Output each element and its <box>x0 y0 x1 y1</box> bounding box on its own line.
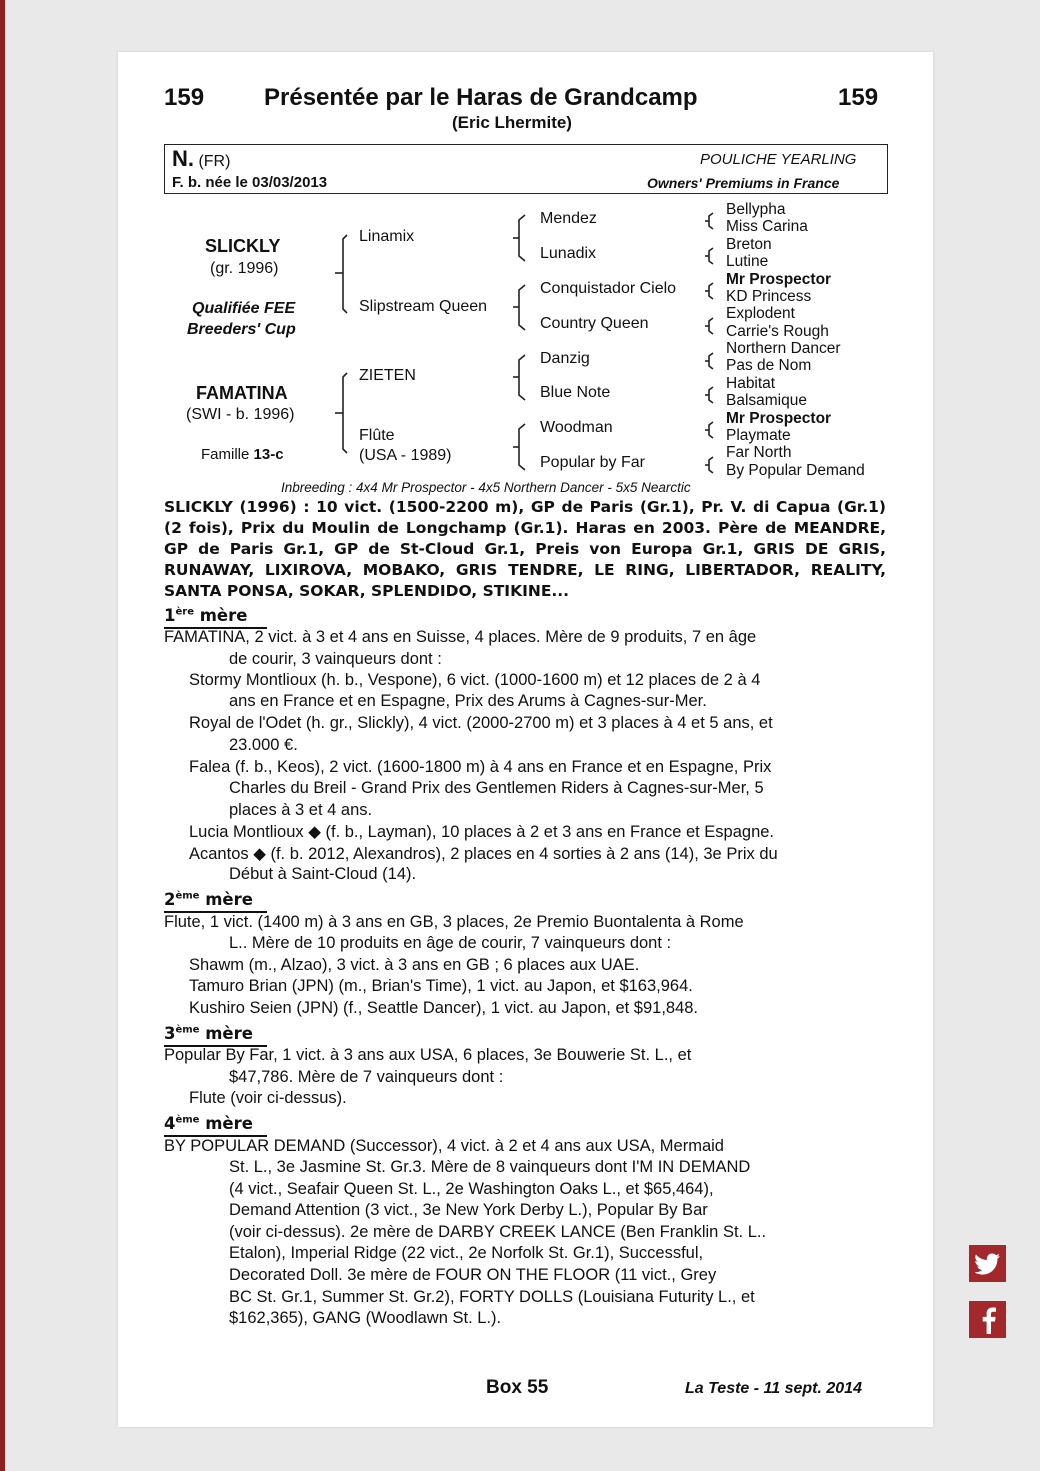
pedigree-gen3: Mendez <box>540 210 597 227</box>
pedigree-gen4: Habitat <box>726 375 776 392</box>
section1-line: Falea (f. b., Keos), 2 vict. (1600-1800 m) à 4 ans en France et en Espagne, Prix <box>189 758 772 776</box>
pedigree-gen3: Blue Note <box>540 384 611 401</box>
section3-line: Flute (voir ci-dessus). <box>189 1089 347 1107</box>
pedigree-gen4: Mr Prospector <box>726 410 832 427</box>
pedigree-gen2: ZIETEN <box>359 367 416 384</box>
section1-line: 23.000 €. <box>229 736 298 754</box>
section1-line: FAMATINA, 2 vict. à 3 et 4 ans en Suisse, 4 places. Mère de 9 produits, 7 en âge <box>164 628 757 646</box>
section4-line: (voir ci-dessus). 2e mère de DARBY CREEK LANCE (Ben Franklin St. L.. <box>229 1223 767 1241</box>
pedigree-gen2-origin: (USA - 1989) <box>359 447 452 464</box>
pedigree-gen3: Popular by Far <box>540 454 645 471</box>
lot-number-left: 159 <box>164 84 205 111</box>
page-title: Présentée par le Haras de Grandcamp <box>264 84 698 111</box>
section4-line: Etalon), Imperial Ridge (22 vict., 2e Norfolk St. Gr.1), Successful, <box>229 1244 704 1262</box>
sale-event: La Teste - 11 sept. 2014 <box>685 1380 862 1397</box>
pedigree-gen4: Far North <box>726 444 792 461</box>
box-number: Box 55 <box>486 1377 549 1398</box>
sire-name: SLICKLY <box>205 236 281 256</box>
section1-line: ans en France et en Espagne, Prix des Arums à Cagnes-sur-Mer. <box>229 692 707 710</box>
section1-line: places à 3 et 4 ans. <box>229 801 373 819</box>
pedigree-gen4: Miss Carina <box>726 218 808 235</box>
twitter-icon <box>975 1253 1001 1275</box>
section4-line: $162,365), GANG (Woodlawn St. L.). <box>229 1309 502 1327</box>
section1-line: Stormy Montlioux (h. b., Vespone), 6 vict. (1000-1600 m) et 12 places de 2 à 4 <box>189 671 761 689</box>
pedigree-gen4: Breton <box>726 236 772 253</box>
family-line <box>201 446 284 463</box>
facebook-icon <box>977 1306 999 1334</box>
section2-line: Flute, 1 vict. (1400 m) à 3 ans en GB, 3 places, 2e Premio Buontalenta à Rome <box>164 913 744 931</box>
pedigree-gen4: Playmate <box>726 427 791 444</box>
dam-year: (SWI - b. 1996) <box>186 406 295 423</box>
family-value: 13-c <box>253 446 284 463</box>
birth-info: F. b. née le 03/03/2013 <box>172 174 328 191</box>
pedigree-gen4: Pas de Nom <box>726 357 812 374</box>
twitter-button[interactable] <box>969 1245 1006 1282</box>
pedigree-gen4: Mr Prospector <box>726 271 832 288</box>
pedigree-gen4: Carrie's Rough <box>726 323 829 340</box>
section4-line: BY POPULAR DEMAND (Successor), 4 vict. à 2 et 4 ans aux USA, Mermaid <box>164 1137 724 1155</box>
pedigree-gen4: Bellypha <box>726 201 786 218</box>
section1-line: Royal de l'Odet (h. gr., Slickly), 4 vict. (2000-2700 m) et 3 places à 4 et 5 ans, et <box>189 714 773 732</box>
section2-line: Shawm (m., Alzao), 3 vict. à 3 ans en GB ; 6 places aux UAE. <box>189 956 640 974</box>
section3-line: $47,786. Mère de 7 vainqueurs dont : <box>229 1068 504 1086</box>
pedigree-gen4: KD Princess <box>726 288 812 305</box>
section2-line: Kushiro Seien (JPN) (f., Seattle Dancer), 1 vict. au Japon, et $91,848. <box>189 999 699 1017</box>
qualification-line-2: Breeders' Cup <box>187 321 296 338</box>
lot-number-right: 159 <box>838 84 879 111</box>
section2-line: L.. Mère de 10 produits en âge de courir, 7 vainqueurs dont : <box>229 934 672 952</box>
section1-line: Début à Saint-Cloud (14). <box>229 865 417 883</box>
section-heading-2: 2ème mère <box>164 890 253 909</box>
pedigree-gen3: Woodman <box>540 419 613 436</box>
section1-line: Acantos ◆ (f. b. 2012, Alexandros), 2 places en 4 sorties à 2 ans (14), 3e Prix du <box>189 845 778 863</box>
pedigree-gen3: Conquistador Cielo <box>540 280 677 297</box>
section1-line: Lucia Montlioux ◆ (f. b., Layman), 10 places à 2 et 3 ans en France et Espagne. <box>189 823 775 841</box>
horse-name: N. <box>172 146 194 171</box>
pedigree-gen3: Danzig <box>540 350 590 367</box>
section2-line: Tamuro Brian (JPN) (m., Brian's Time), 1 vict. au Japon, et $163,964. <box>189 977 693 995</box>
qualification-line-1: Qualifiée FEE <box>192 300 296 317</box>
pedigree-gen4: Explodent <box>726 305 795 322</box>
sire-paragraph: SLICKLY (1996) : 10 vict. (1500-2200 m), GP de Paris (Gr.1), Pr. V. di Capua (Gr.1) (2 fois), Prix du Moulin de Longchamp (Gr.1). Haras en 2003. Père de MEANDRE, GP de Paris Gr.1, GP de St-Cloud Gr.1, Preis von Europa Gr.1, GRIS DE GRIS, RUNAWAY, LIXIROVA, MOBAKO, GRIS TENDRE, LE RING, LIBERTADOR, REALITY, SANTA PONSA, SOKAR, SPLENDIDO, STIKINE... <box>164 498 886 600</box>
pedigree-gen2: Flûte <box>359 427 395 444</box>
pedigree-gen4: Lutine <box>726 253 769 270</box>
section-heading-1: 1ère mère <box>164 606 248 625</box>
section4-line: St. L., 3e Jasmine St. Gr.3. Mère de 8 vainqueurs dont I'M IN DEMAND <box>229 1158 751 1176</box>
section-heading-3: 3ème mère <box>164 1024 253 1043</box>
dam-name: FAMATINA <box>196 383 288 403</box>
pedigree-gen4: Balsamique <box>726 392 807 409</box>
section-heading-4: 4ème mère <box>164 1114 253 1133</box>
inbreeding-note: Inbreeding : 4x4 Mr Prospector - 4x5 Northern Dancer - 5x5 Nearctic <box>281 480 691 495</box>
family-label: Famille <box>201 446 250 463</box>
pedigree-gen2: Slipstream Queen <box>359 298 488 315</box>
pedigree-gen4: By Popular Demand <box>726 462 865 479</box>
section4-line: Demand Attention (3 vict., 3e New York Derby L.), Popular By Bar <box>229 1201 708 1219</box>
pedigree-gen2: Linamix <box>359 228 415 245</box>
section3-line: Popular By Far, 1 vict. à 3 ans aux USA, 6 places, 3e Bouwerie St. L., et <box>164 1046 692 1064</box>
section4-line: (4 vict., Seafair Queen St. L., 2e Washington Oaks L., et $65,464), <box>229 1180 714 1198</box>
section4-line: BC St. Gr.1, Summer St. Gr.2), FORTY DOLLS (Louisiana Futurity L., et <box>229 1288 755 1306</box>
sire-year: (gr. 1996) <box>210 260 279 277</box>
section1-line: Charles du Breil - Grand Prix des Gentlemen Riders à Cagnes-sur-Mer, 5 <box>229 779 764 797</box>
facebook-button[interactable] <box>969 1301 1006 1338</box>
pedigree-gen3: Country Queen <box>540 315 649 332</box>
owners-premiums: Owners' Premiums in France <box>647 175 840 191</box>
section4-line: Decorated Doll. 3e mère de FOUR ON THE FLOOR (11 vict., Grey <box>229 1266 717 1284</box>
sale-category: POULICHE YEARLING <box>700 151 857 168</box>
section1-line: de courir, 3 vainqueurs dont : <box>229 650 442 668</box>
horse-country: (FR) <box>198 153 231 170</box>
pedigree-gen4: Northern Dancer <box>726 340 841 357</box>
pedigree-gen3: Lunadix <box>540 245 597 262</box>
page-subtitle: (Eric Lhermite) <box>452 113 572 132</box>
